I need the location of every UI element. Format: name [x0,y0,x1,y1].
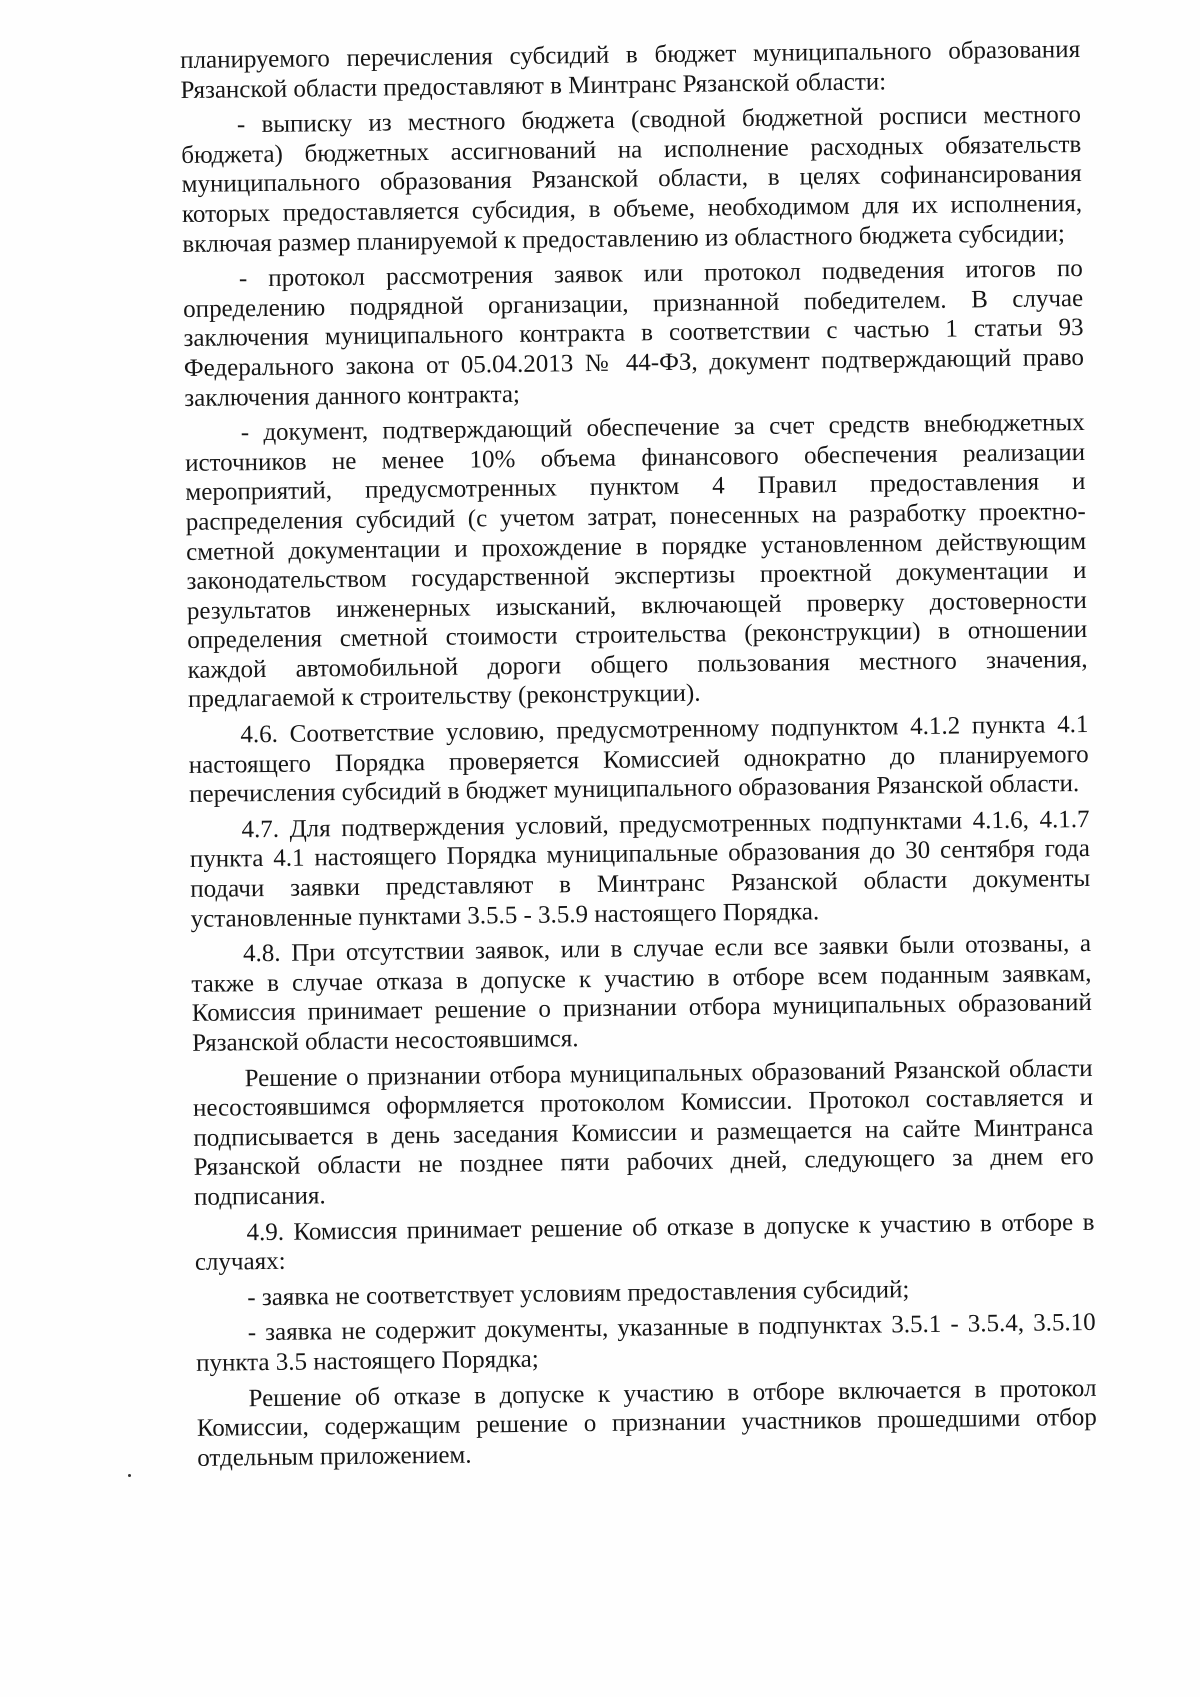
paragraph-continuation: планируемого перечисления субсидий в бюджет муниципального образования Рязанской области предоставляют в Минтранс Рязанской области: [180,36,1081,104]
paragraph-protocol: - протокол рассмотрения заявок или протокол подведения итогов по определению подрядной организации, признанной победителем. В случае заключения муниципального контракта в соответствии с частью 1 статьи 93 Федерального закона от 05.04.2013 № 44-ФЗ, документ подтверждающий право заключения данного контракта; [183,255,1085,412]
document-body [180,35,1097,1479]
paragraph-4-6: 4.6. Соответствие условию, предусмотренному подпунктом 4.1.2 пункта 4.1 настоящего Порядка проверяется Комиссией однократно до планируемого перечисления субсидий в бюджет муниципального образования Рязанской области. [188,711,1089,809]
paragraph-4-7: 4.7. Для подтверждения условий, предусмотренных подпунктами 4.1.6, 4.1.7 пункта 4.1 настоящего Порядка муниципальные образования до 30 сентября года подачи заявки представляют в Минтранс Рязанской области документы установленные пунктами 3.5.5 - 3.5.9 настоящего Порядка. [189,805,1091,933]
scan-speck [128,1474,131,1477]
paragraph-reason-2: - заявка не содержит документы, указанные в подпунктах 3.5.1 - 3.5.4, 3.5.10 пункта 3.5 настоящего Порядка; [195,1309,1096,1377]
paragraph-4-9: 4.9. Комиссия принимает решение об отказе в допуске к участию в отборе в случаях: [194,1208,1095,1277]
paragraph-4-8: 4.8. При отсутствии заявок, или в случае если все заявки были отозваны, а также в случае отказа в допуске к участию в отборе всем поданным заявкам, Комиссия принимает решение о признании отбора муниципальных образований Рязанской области несостоявшимся. [191,930,1092,1057]
paragraph-decision: Решение о признании отбора муниципальных образований Рязанской области несостоявшимся оформляется протоколом Комиссии. Протокол составляется и подписывается в день заседания Комиссии и размещается на сайте Минтранса Рязанской области не позднее пяти рабочих дней, следующего за днем его подписания. [192,1054,1094,1211]
paragraph-refusal-decision: Решение об отказе в допуске к участию в отборе включается в протокол Комиссии, содержащим решение о признании участников прошедшими отбор отдельным приложением. [196,1374,1097,1472]
paragraph-extrabudgetary: - документ, подтверждающий обеспечение за счет средств внебюджетных источников не менее 10% объема финансового обеспечения реализации мероприятий, предусмотренных пунктом 4 Правил предоставления и распределения субсидий (с учетом затрат, понесенных на разработку проектно-сметной документации и прохождение в порядке установленном действующим законодательством государственной экспертизы проектной документации и результатов инженерных изысканий, включающей проверку достоверности определения сметной стоимости строительства (реконструкции) в отношении каждой автомобильной дороги общего пользования местного значения, предлагаемой к строительству (реконструкции). [184,409,1088,714]
paragraph-reason-1: - заявка не соответствует условиям предоставления субсидий; [247,1275,910,1312]
paragraph-budget-extract: - выписку из местного бюджета (сводной бюджетной росписи местного бюджета) бюджетных ассигнований на исполнение расходных обязательств муниципального образования Рязанской области, в целях софинансирования которых предоставляется субсидия, в объеме, необходимом для их исполнения, включая размер планируемой к предоставлению из областного бюджета субсидии; [181,101,1083,258]
